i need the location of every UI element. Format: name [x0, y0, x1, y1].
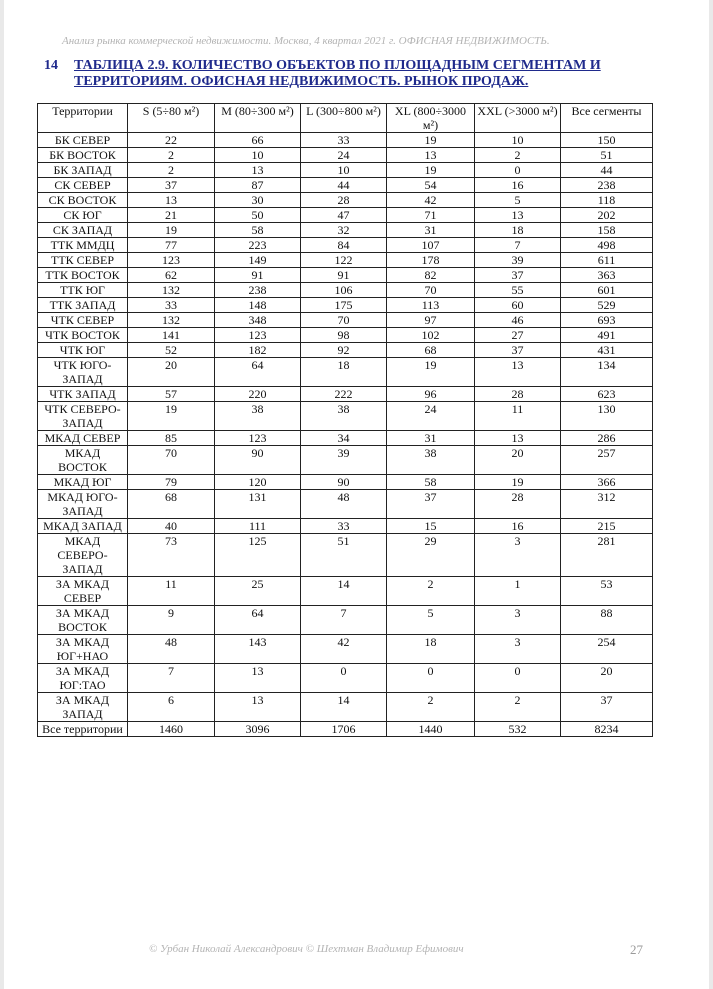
- value-cell: 118: [561, 193, 653, 208]
- table-row: [38, 475, 653, 490]
- value-cell: 222: [301, 387, 387, 402]
- territory-cell: МКАД СЕВЕР: [38, 431, 128, 446]
- column-header: XL (800÷3000 м²): [387, 104, 475, 133]
- value-cell: 48: [301, 490, 387, 519]
- value-cell: 0: [475, 163, 561, 178]
- value-cell: 31: [387, 431, 475, 446]
- value-cell: 11: [475, 402, 561, 431]
- value-cell: 2: [475, 693, 561, 722]
- value-cell: 102: [387, 328, 475, 343]
- territory-cell: ТТК ЗАПАД: [38, 298, 128, 313]
- value-cell: 46: [475, 313, 561, 328]
- value-cell: 431: [561, 343, 653, 358]
- value-cell: 5: [387, 606, 475, 635]
- value-cell: 84: [301, 238, 387, 253]
- value-cell: 27: [475, 328, 561, 343]
- value-cell: 82: [387, 268, 475, 283]
- value-cell: 623: [561, 387, 653, 402]
- value-cell: 58: [215, 223, 301, 238]
- value-cell: 31: [387, 223, 475, 238]
- value-cell: 366: [561, 475, 653, 490]
- table-row: [38, 283, 653, 298]
- value-cell: 3: [475, 606, 561, 635]
- running-head: Анализ рынка коммерческой недвижимости. Москва, 4 квартал 2021 г. ОФИСНАЯ НЕДВИЖИМОСТЬ.: [62, 35, 550, 47]
- value-cell: 15: [387, 519, 475, 534]
- value-cell: 39: [475, 253, 561, 268]
- territory-cell: Все территории: [38, 722, 128, 737]
- table-row: [38, 298, 653, 313]
- page-number: 27: [630, 942, 643, 957]
- value-cell: 92: [301, 343, 387, 358]
- value-cell: 532: [475, 722, 561, 737]
- value-cell: 64: [215, 606, 301, 635]
- value-cell: 13: [475, 358, 561, 387]
- value-cell: 55: [475, 283, 561, 298]
- value-cell: 37: [387, 490, 475, 519]
- value-cell: 238: [561, 178, 653, 193]
- value-cell: 50: [215, 208, 301, 223]
- value-cell: 30: [215, 193, 301, 208]
- value-cell: 22: [128, 133, 215, 148]
- value-cell: 52: [128, 343, 215, 358]
- data-table: [37, 103, 653, 737]
- value-cell: 19: [387, 163, 475, 178]
- value-cell: 51: [301, 534, 387, 577]
- table-row: [38, 343, 653, 358]
- table-row: [38, 577, 653, 606]
- territory-cell: ЗА МКАД СЕВЕР: [38, 577, 128, 606]
- value-cell: 28: [475, 490, 561, 519]
- value-cell: 106: [301, 283, 387, 298]
- value-cell: 48: [128, 635, 215, 664]
- value-cell: 498: [561, 238, 653, 253]
- territory-cell: МКАД ЗАПАД: [38, 519, 128, 534]
- value-cell: 286: [561, 431, 653, 446]
- value-cell: 28: [475, 387, 561, 402]
- table-row: [38, 693, 653, 722]
- value-cell: 33: [301, 519, 387, 534]
- table-row: [38, 722, 653, 737]
- table-row: [38, 253, 653, 268]
- value-cell: 693: [561, 313, 653, 328]
- table-row: [38, 148, 653, 163]
- value-cell: 39: [301, 446, 387, 475]
- table-row: [38, 387, 653, 402]
- value-cell: 238: [215, 283, 301, 298]
- value-cell: 13: [387, 148, 475, 163]
- value-cell: 40: [128, 519, 215, 534]
- territory-cell: МКАД ВОСТОК: [38, 446, 128, 475]
- value-cell: 5: [475, 193, 561, 208]
- value-cell: 70: [301, 313, 387, 328]
- value-cell: 14: [301, 577, 387, 606]
- value-cell: 19: [475, 475, 561, 490]
- value-cell: 44: [561, 163, 653, 178]
- value-cell: 53: [561, 577, 653, 606]
- value-cell: 19: [128, 223, 215, 238]
- value-cell: 132: [128, 283, 215, 298]
- value-cell: 33: [301, 133, 387, 148]
- value-cell: 38: [387, 446, 475, 475]
- value-cell: 0: [301, 664, 387, 693]
- value-cell: 16: [475, 178, 561, 193]
- territory-cell: СК ВОСТОК: [38, 193, 128, 208]
- territory-cell: БК ВОСТОК: [38, 148, 128, 163]
- value-cell: 20: [561, 664, 653, 693]
- value-cell: 113: [387, 298, 475, 313]
- value-cell: 29: [387, 534, 475, 577]
- table-row: [38, 446, 653, 475]
- value-cell: 20: [475, 446, 561, 475]
- column-header: XXL (>3000 м²): [475, 104, 561, 133]
- territory-cell: ЧТК СЕВЕРО-ЗАПАД: [38, 402, 128, 431]
- value-cell: 13: [215, 664, 301, 693]
- territory-cell: ЧТК ЮГ: [38, 343, 128, 358]
- value-cell: 0: [387, 664, 475, 693]
- value-cell: 32: [301, 223, 387, 238]
- value-cell: 37: [561, 693, 653, 722]
- table-row: [38, 328, 653, 343]
- value-cell: 363: [561, 268, 653, 283]
- value-cell: 158: [561, 223, 653, 238]
- value-cell: 90: [215, 446, 301, 475]
- value-cell: 90: [301, 475, 387, 490]
- value-cell: 2: [128, 163, 215, 178]
- value-cell: 37: [475, 268, 561, 283]
- value-cell: 122: [301, 253, 387, 268]
- value-cell: 1: [475, 577, 561, 606]
- value-cell: 20: [128, 358, 215, 387]
- value-cell: 1460: [128, 722, 215, 737]
- table-body: [38, 133, 653, 737]
- value-cell: 2: [128, 148, 215, 163]
- value-cell: 10: [215, 148, 301, 163]
- value-cell: 97: [387, 313, 475, 328]
- value-cell: 42: [387, 193, 475, 208]
- column-header: Территории: [38, 104, 128, 133]
- value-cell: 87: [215, 178, 301, 193]
- table-row: [38, 358, 653, 387]
- value-cell: 348: [215, 313, 301, 328]
- value-cell: 16: [475, 519, 561, 534]
- table-header-row: [38, 104, 653, 133]
- table-row: [38, 193, 653, 208]
- value-cell: 25: [215, 577, 301, 606]
- table-row: [38, 208, 653, 223]
- table-row: [38, 268, 653, 283]
- value-cell: 37: [475, 343, 561, 358]
- value-cell: 111: [215, 519, 301, 534]
- value-cell: 19: [387, 133, 475, 148]
- value-cell: 134: [561, 358, 653, 387]
- value-cell: 18: [387, 635, 475, 664]
- value-cell: 18: [301, 358, 387, 387]
- territory-cell: СК ЮГ: [38, 208, 128, 223]
- territory-cell: ЗА МКАД ЗАПАД: [38, 693, 128, 722]
- value-cell: 62: [128, 268, 215, 283]
- value-cell: 13: [128, 193, 215, 208]
- value-cell: 7: [301, 606, 387, 635]
- value-cell: 13: [475, 431, 561, 446]
- value-cell: 120: [215, 475, 301, 490]
- value-cell: 0: [475, 664, 561, 693]
- value-cell: 2: [387, 693, 475, 722]
- value-cell: 215: [561, 519, 653, 534]
- value-cell: 91: [301, 268, 387, 283]
- value-cell: 132: [128, 313, 215, 328]
- value-cell: 107: [387, 238, 475, 253]
- value-cell: 34: [301, 431, 387, 446]
- value-cell: 73: [128, 534, 215, 577]
- territory-cell: ЗА МКАД ВОСТОК: [38, 606, 128, 635]
- value-cell: 68: [387, 343, 475, 358]
- table-row: [38, 223, 653, 238]
- column-header: Все сегменты: [561, 104, 653, 133]
- value-cell: 28: [301, 193, 387, 208]
- caption-number: 14: [44, 58, 58, 73]
- value-cell: 38: [301, 402, 387, 431]
- value-cell: 601: [561, 283, 653, 298]
- value-cell: 85: [128, 431, 215, 446]
- value-cell: 54: [387, 178, 475, 193]
- value-cell: 58: [387, 475, 475, 490]
- table-row: [38, 606, 653, 635]
- value-cell: 37: [128, 178, 215, 193]
- value-cell: 57: [128, 387, 215, 402]
- value-cell: 7: [128, 664, 215, 693]
- value-cell: 529: [561, 298, 653, 313]
- value-cell: 77: [128, 238, 215, 253]
- table-row: [38, 490, 653, 519]
- value-cell: 9: [128, 606, 215, 635]
- value-cell: 254: [561, 635, 653, 664]
- value-cell: 19: [387, 358, 475, 387]
- territory-cell: БК ЗАПАД: [38, 163, 128, 178]
- value-cell: 149: [215, 253, 301, 268]
- value-cell: 96: [387, 387, 475, 402]
- table-caption: ТАБЛИЦА 2.9. КОЛИЧЕСТВО ОБЪЕКТОВ ПО ПЛОЩАДНЫМ СЕГМЕНТАМ И ТЕРРИТОРИЯМ. ОФИСНАЯ НЕДВИЖИМОСТЬ. РЫНОК ПРОДАЖ.: [74, 58, 601, 89]
- value-cell: 8234: [561, 722, 653, 737]
- value-cell: 70: [128, 446, 215, 475]
- value-cell: 143: [215, 635, 301, 664]
- table-row: [38, 238, 653, 253]
- table-row: [38, 635, 653, 664]
- territory-cell: ТТК ЮГ: [38, 283, 128, 298]
- column-header: L (300÷800 м²): [301, 104, 387, 133]
- territory-cell: МКАД ЮГ: [38, 475, 128, 490]
- value-cell: 79: [128, 475, 215, 490]
- value-cell: 88: [561, 606, 653, 635]
- value-cell: 202: [561, 208, 653, 223]
- table-row: [38, 133, 653, 148]
- value-cell: 60: [475, 298, 561, 313]
- value-cell: 123: [215, 431, 301, 446]
- value-cell: 47: [301, 208, 387, 223]
- value-cell: 150: [561, 133, 653, 148]
- table-row: [38, 519, 653, 534]
- value-cell: 312: [561, 490, 653, 519]
- territory-cell: ЧТК ВОСТОК: [38, 328, 128, 343]
- territory-cell: СК ЗАПАД: [38, 223, 128, 238]
- value-cell: 38: [215, 402, 301, 431]
- value-cell: 68: [128, 490, 215, 519]
- value-cell: 141: [128, 328, 215, 343]
- value-cell: 257: [561, 446, 653, 475]
- value-cell: 10: [475, 133, 561, 148]
- value-cell: 281: [561, 534, 653, 577]
- territory-cell: ЗА МКАД ЮГ+НАО: [38, 635, 128, 664]
- value-cell: 1440: [387, 722, 475, 737]
- column-header: S (5÷80 м²): [128, 104, 215, 133]
- value-cell: 19: [128, 402, 215, 431]
- value-cell: 6: [128, 693, 215, 722]
- territory-cell: МКАД ЮГО-ЗАПАД: [38, 490, 128, 519]
- value-cell: 1706: [301, 722, 387, 737]
- value-cell: 13: [215, 163, 301, 178]
- value-cell: 611: [561, 253, 653, 268]
- territory-cell: БК СЕВЕР: [38, 133, 128, 148]
- value-cell: 131: [215, 490, 301, 519]
- value-cell: 123: [215, 328, 301, 343]
- table-row: [38, 664, 653, 693]
- value-cell: 11: [128, 577, 215, 606]
- value-cell: 18: [475, 223, 561, 238]
- value-cell: 223: [215, 238, 301, 253]
- value-cell: 123: [128, 253, 215, 268]
- value-cell: 7: [475, 238, 561, 253]
- value-cell: 13: [215, 693, 301, 722]
- value-cell: 3: [475, 534, 561, 577]
- territory-cell: ЧТК ЮГО-ЗАПАД: [38, 358, 128, 387]
- value-cell: 24: [301, 148, 387, 163]
- value-cell: 98: [301, 328, 387, 343]
- territory-cell: ЧТК ЗАПАД: [38, 387, 128, 402]
- value-cell: 2: [475, 148, 561, 163]
- value-cell: 64: [215, 358, 301, 387]
- territory-cell: ТТК ВОСТОК: [38, 268, 128, 283]
- table-row: [38, 534, 653, 577]
- value-cell: 44: [301, 178, 387, 193]
- value-cell: 66: [215, 133, 301, 148]
- value-cell: 220: [215, 387, 301, 402]
- territory-cell: МКАД СЕВЕРО-ЗАПАД: [38, 534, 128, 577]
- value-cell: 51: [561, 148, 653, 163]
- value-cell: 182: [215, 343, 301, 358]
- value-cell: 175: [301, 298, 387, 313]
- document-page: [4, 0, 709, 989]
- value-cell: 33: [128, 298, 215, 313]
- value-cell: 178: [387, 253, 475, 268]
- territory-cell: ЧТК СЕВЕР: [38, 313, 128, 328]
- value-cell: 10: [301, 163, 387, 178]
- value-cell: 14: [301, 693, 387, 722]
- table-row: [38, 163, 653, 178]
- territory-cell: ТТК ММДЦ: [38, 238, 128, 253]
- value-cell: 42: [301, 635, 387, 664]
- value-cell: 3096: [215, 722, 301, 737]
- territory-cell: ЗА МКАД ЮГ:ТАО: [38, 664, 128, 693]
- table-row: [38, 431, 653, 446]
- value-cell: 13: [475, 208, 561, 223]
- value-cell: 125: [215, 534, 301, 577]
- column-header: M (80÷300 м²): [215, 104, 301, 133]
- value-cell: 491: [561, 328, 653, 343]
- value-cell: 24: [387, 402, 475, 431]
- table-row: [38, 178, 653, 193]
- value-cell: 148: [215, 298, 301, 313]
- value-cell: 70: [387, 283, 475, 298]
- value-cell: 2: [387, 577, 475, 606]
- value-cell: 91: [215, 268, 301, 283]
- value-cell: 3: [475, 635, 561, 664]
- table-row: [38, 402, 653, 431]
- value-cell: 130: [561, 402, 653, 431]
- value-cell: 71: [387, 208, 475, 223]
- table-row: [38, 313, 653, 328]
- copyright-footer: © Урбан Николай Александрович © Шехтман Владимир Ефимович: [149, 943, 464, 955]
- territory-cell: СК СЕВЕР: [38, 178, 128, 193]
- territory-cell: ТТК СЕВЕР: [38, 253, 128, 268]
- value-cell: 21: [128, 208, 215, 223]
